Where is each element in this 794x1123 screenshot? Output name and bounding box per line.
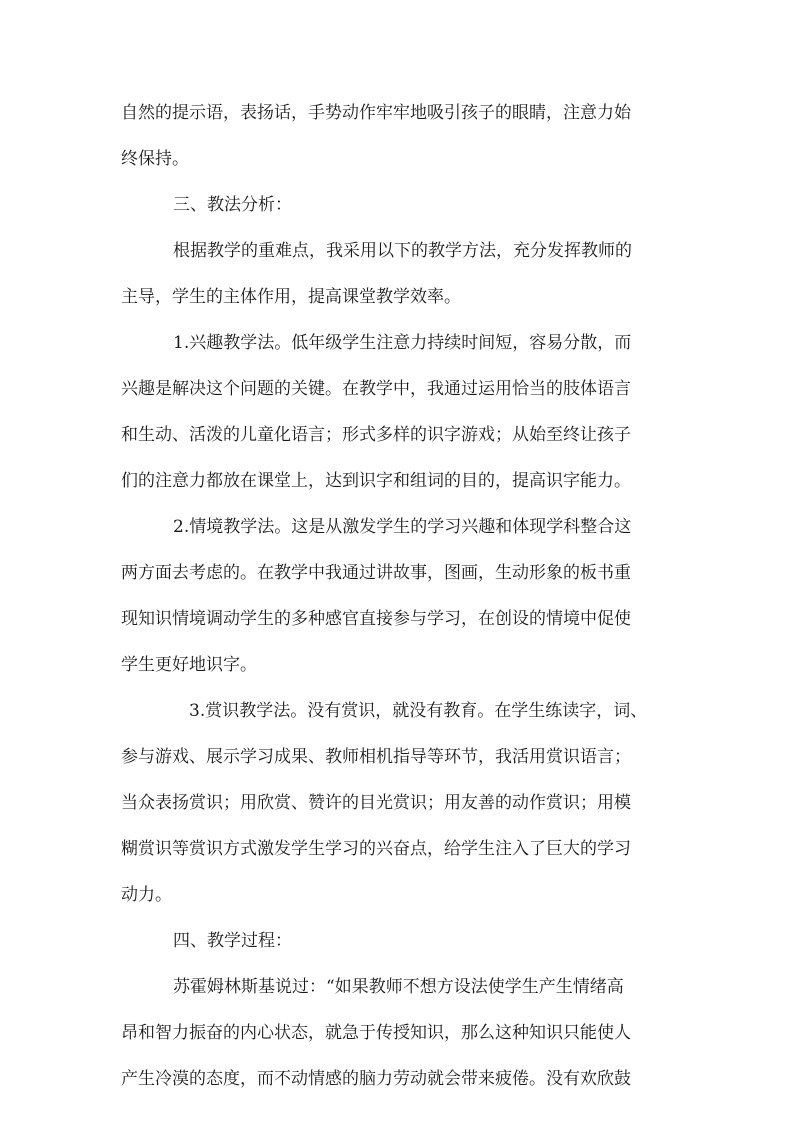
text-line: 2.情境教学法。这是从激发学生的学习兴趣和体现学科整合这 bbox=[173, 517, 632, 537]
text-line: 现知识情境调动学生的多种感官直接参与学习，在创设的情境中促使 bbox=[121, 609, 631, 629]
text-line: 3.赏识教学法。没有赏识，就没有教育。在学生练读字，词、 bbox=[189, 701, 648, 721]
text-line: 动力。 bbox=[121, 885, 172, 905]
text-line: 苏霍姆林斯基说过：“如果教师不想方设法使学生产生情绪高 bbox=[173, 977, 624, 997]
text-line: 昂和智力振奋的内心状态，就急于传授知识，那么这种知识只能使人 bbox=[121, 1023, 631, 1043]
text-line: 学生更好地识字。 bbox=[121, 655, 257, 675]
section-heading: 四、教学过程： bbox=[173, 931, 292, 951]
text-line: 主导，学生的主体作用，提高课堂教学效率。 bbox=[121, 287, 461, 307]
text-line: 终保持。 bbox=[121, 149, 189, 169]
text-line: 自然的提示语，表扬话，手势动作牢牢地吸引孩子的眼睛，注意力始 bbox=[121, 103, 631, 123]
text-line: 和生动、活泼的儿童化语言；形式多样的识字游戏；从始至终让孩子 bbox=[121, 425, 631, 445]
text-line: 当众表扬赏识；用欣赏、赞许的目光赏识；用友善的动作赏识；用模 bbox=[121, 793, 631, 813]
text-line: 参与游戏、展示学习成果、教师相机指导等环节，我活用赏识语言； bbox=[121, 747, 631, 767]
text-line: 们的注意力都放在课堂上，达到识字和组词的目的，提高识字能力。 bbox=[121, 471, 631, 491]
text-line: 糊赏识等赏识方式激发学生学习的兴奋点，给学生注入了巨大的学习 bbox=[121, 839, 631, 859]
text-line: 两方面去考虑的。在教学中我通过讲故事，图画，生动形象的板书重 bbox=[121, 563, 631, 583]
section-heading: 三、教法分析： bbox=[173, 195, 292, 215]
text-line: 1.兴趣教学法。低年级学生注意力持续时间短，容易分散，而 bbox=[173, 333, 632, 353]
text-line: 兴趣是解决这个问题的关键。在教学中，我通过运用恰当的肢体语言 bbox=[121, 379, 631, 399]
text-line: 产生冷漠的态度，而不动情感的脑力劳动就会带来疲倦。没有欢欣鼓 bbox=[121, 1069, 631, 1089]
text-line: 根据教学的重难点，我采用以下的教学方法，充分发挥教师的 bbox=[173, 241, 632, 261]
